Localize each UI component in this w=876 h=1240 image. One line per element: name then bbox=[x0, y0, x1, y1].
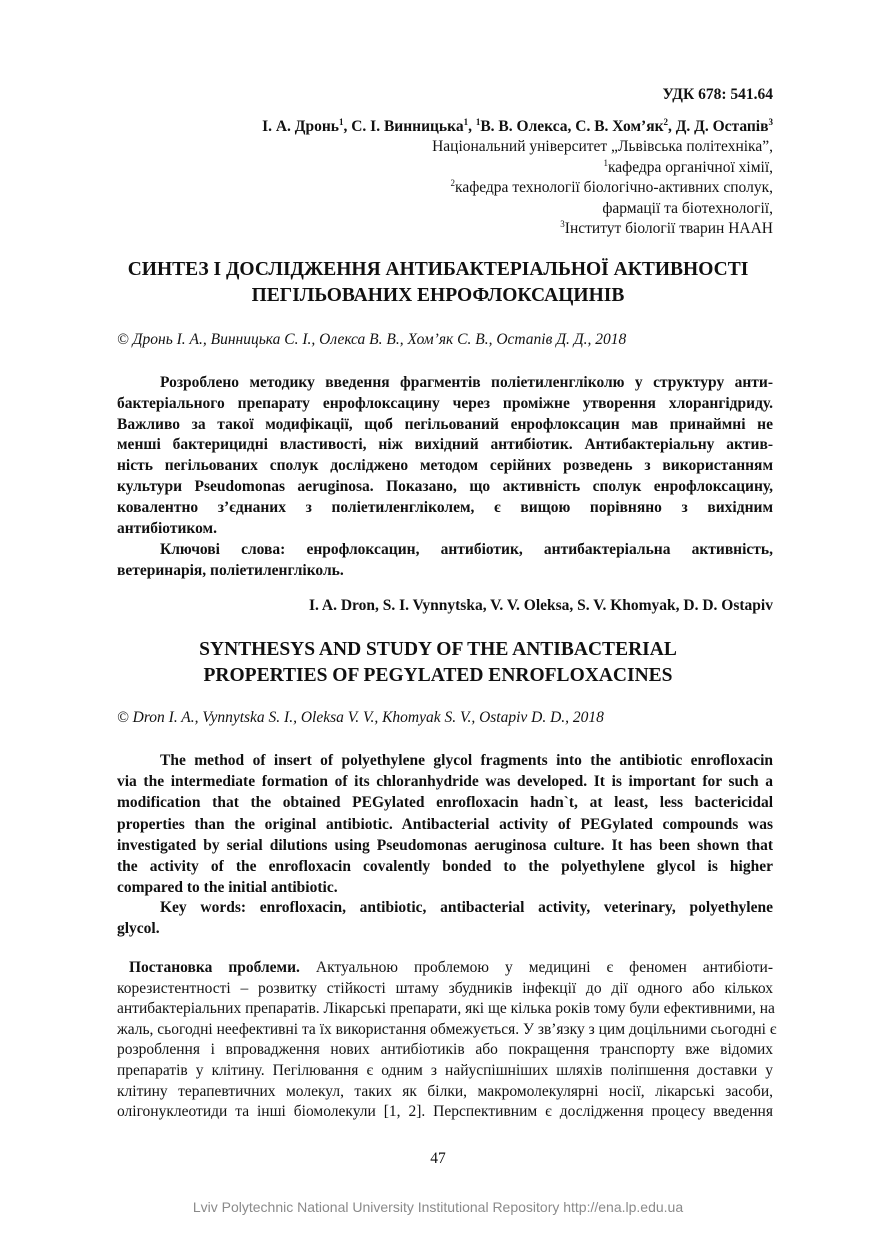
text-line: ність пегільованих сполук досліджено методом серійних розведень з використанням bbox=[117, 457, 773, 475]
text-line: корезистентності – розвитку стійкості штаму збудників інфекції до дії одного або кількох bbox=[117, 979, 773, 997]
text-line: менші бактерицидні властивості, ніж вихідний антибіотик. Антибактеріальну актив- bbox=[117, 436, 773, 454]
text-line: investigated by serial dilutions using Pseudomonas aeruginosa culture. It has been shown that bbox=[117, 836, 773, 854]
repository-footer: Lviv Polytechnic National University Institutional Repository http://ena.lp.edu.ua bbox=[192, 1199, 684, 1215]
authors-ua bbox=[117, 118, 773, 136]
text-line: Розроблено методику введення фрагментів поліетиленгліколю у структуру анти- bbox=[160, 374, 773, 391]
text-line: антибактеріальних препаратів. Лікарські препарати, які ще кілька років тому були ефективними, на bbox=[117, 1000, 775, 1018]
affiliation-mark: 1 bbox=[603, 157, 608, 168]
title-line: PROPERTIES OF PEGYLATED ENROFLOXACINES bbox=[203, 665, 673, 686]
keywords-en bbox=[117, 897, 773, 939]
affiliation-text: фармації та біотехнології, bbox=[602, 199, 773, 217]
text-line: клітину терапевтичних молекул, таких як білки, макромолекулярні носії, лікарські засоби, bbox=[117, 1082, 773, 1100]
author-name: , Д. Д. Остапів bbox=[668, 118, 769, 135]
text-line: розроблення і впровадження нових антибіотиків або покращення транспорту вже відомих bbox=[117, 1041, 773, 1059]
copyright-ua: © Дронь І. А., Винницька С. І., Олекса В. В., Хом’як С. В., Остапів Д. Д., 2018 bbox=[117, 331, 627, 348]
udk-code: УДК 678: 541.64 bbox=[662, 86, 773, 103]
affiliation-line bbox=[117, 219, 773, 240]
affiliation-text: кафедра технології біологічно-активних сполук, bbox=[455, 179, 773, 196]
affiliation-mark: 3 bbox=[768, 116, 773, 127]
author-name: , С. І. Винницька bbox=[343, 118, 464, 135]
affiliation-text: Національний університет „Львівська політехніка”, bbox=[432, 138, 773, 155]
copyright-en: © Dron I. A., Vynnytska S. I., Oleksa V. V., Khomyak S. V., Ostapiv D. D., 2018 bbox=[117, 709, 604, 726]
text-line: препаратів у клітину. Пегілювання є одним з найуспішніших шляхів поліпшення доставки у bbox=[117, 1061, 773, 1079]
text-line: properties than the original antibiotic. Antibacterial activity of PEGylated compounds was bbox=[117, 815, 773, 833]
affiliation-text: кафедра органічної хімії, bbox=[608, 158, 773, 176]
text-line: compared to the initial antibiotic. bbox=[117, 879, 338, 897]
authors-en: I. A. Dron, S. I. Vynnytska, V. V. Oleksa, S. V. Khomyak, D. D. Ostapiv bbox=[308, 597, 773, 614]
title-line: ПЕГІЛЬОВАНИХ ЕНРОФЛОКСАЦИНІВ bbox=[251, 285, 625, 306]
affiliation-mark: 2 bbox=[663, 116, 669, 127]
affiliation-text: Інститут біології тварин НААН bbox=[564, 220, 773, 237]
text-line: Ключові слова: енрофлоксацин, антибіотик, антибактеріальна активність, bbox=[160, 541, 773, 558]
text-line: modification that the obtained PEGylated enrofloxacin hadn`t, at least, less bactericidal bbox=[117, 794, 773, 812]
affiliation-mark: 1 bbox=[463, 116, 469, 127]
author-name: І. А. Дронь bbox=[262, 118, 339, 135]
title-en bbox=[0, 637, 876, 689]
affiliation-mark: 1 bbox=[475, 116, 481, 127]
body-text bbox=[117, 958, 777, 1123]
text-line: олігонуклеотиди та інші біомолекули [1, 2]. Перспективним є дослідження процесу введення bbox=[117, 1103, 773, 1121]
page-number: 47 bbox=[430, 1150, 446, 1167]
text-line: Key words: enrofloxacin, antibiotic, antibacterial activity, veterinary, polyethylene bbox=[160, 899, 773, 916]
text-line: ветеринарія, поліетиленгліколь. bbox=[117, 561, 344, 579]
text-line: ковалентно з’єднаних з поліетиленгліколем, є вищою порівняно з вихідним bbox=[117, 498, 773, 516]
abstract-en bbox=[117, 750, 773, 898]
affiliation-line bbox=[117, 178, 773, 199]
affiliation-mark: 1 bbox=[338, 116, 344, 127]
author-separator: , bbox=[468, 118, 476, 135]
title-line: SYNTHESYS AND STUDY OF THE ANTIBACTERIAL bbox=[199, 639, 677, 660]
section-heading: Постановка проблеми. bbox=[129, 959, 300, 976]
affiliation-mark: 3 bbox=[560, 218, 565, 229]
text-line: жаль, сьогодні неефективні та їх використання обмежується. У зв’язку з цим доцільними сьогодні є bbox=[117, 1020, 777, 1038]
text-line: бактеріального препарату енрофлоксацину через проміжне утворення хлорангідриду. bbox=[117, 394, 773, 412]
affiliation-line bbox=[117, 137, 773, 158]
affiliation-line bbox=[117, 199, 773, 220]
text-line: The method of insert of polyethylene glycol fragments into the antibiotic enrofloxacin bbox=[160, 752, 773, 769]
text-span: Актуальною проблемою у медицині є феномен антибіоти- bbox=[299, 959, 773, 976]
title-ua bbox=[0, 257, 876, 309]
text-line: антибіотиком. bbox=[117, 519, 217, 537]
keywords-ua bbox=[117, 540, 773, 582]
text-line: Важливо за такої модифікації, щоб пегільований енрофлоксацин мав принаймні не bbox=[117, 415, 773, 433]
text-line bbox=[117, 958, 773, 979]
text-line: культури Pseudomonas aeruginosa. Показано, що активність сполук енрофлоксацину, bbox=[117, 477, 773, 495]
abstract-ua bbox=[117, 373, 773, 539]
title-line: СИНТЕЗ І ДОСЛІДЖЕННЯ АНТИБАКТЕРІАЛЬНОЇ АКТИВНОСТІ bbox=[127, 259, 749, 280]
affiliation-mark: 2 bbox=[450, 177, 456, 188]
text-line: the activity of the enrofloxacin covalently bonded to the polyethylene glycol is higher bbox=[117, 857, 773, 875]
affiliations bbox=[117, 137, 773, 240]
text-line: glycol. bbox=[117, 920, 160, 937]
affiliation-line bbox=[117, 158, 773, 179]
text-line: via the intermediate formation of its chloranhydride was developed. It is important for such a bbox=[117, 773, 773, 791]
author-name: В. В. Олекса, С. В. Хом’як bbox=[480, 118, 664, 135]
